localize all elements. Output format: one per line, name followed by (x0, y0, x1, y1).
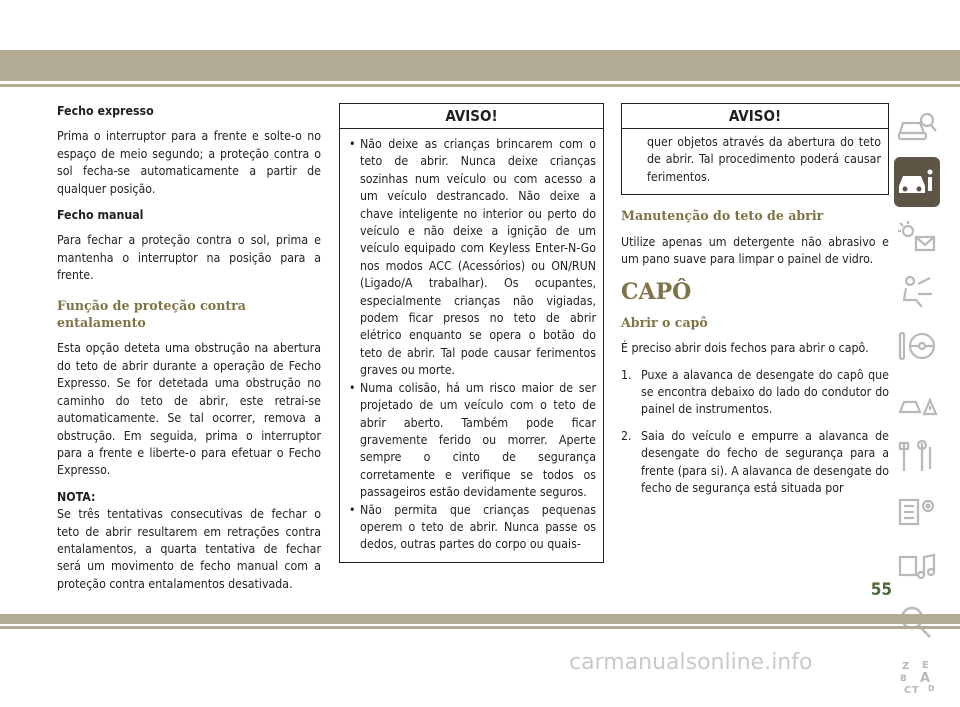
column-right (621, 103, 889, 507)
bullet-icon: • (349, 502, 356, 517)
svg-text:A: A (920, 671, 931, 686)
header-rule (0, 84, 960, 87)
footer-band (0, 614, 960, 624)
car-info-icon[interactable] (894, 157, 940, 207)
footer-rule (0, 626, 960, 629)
svg-text:T: T (912, 685, 919, 696)
heading-protecao-entalamento: Função de proteção contra entalamento (57, 297, 246, 331)
warning-continued-text: quer objetos através da abertura do teto de abrir. Tal procedimento poderá causar ferimentos. (647, 135, 881, 184)
svg-text:Z: Z (902, 661, 910, 672)
header-band (0, 50, 960, 81)
warning-title: AVISO! (622, 104, 888, 129)
heading-fecho-manual: Fecho manual (57, 208, 144, 223)
svg-text:D: D (928, 684, 935, 693)
svg-text:C: C (904, 685, 912, 696)
step-item: 1. Puxe a alavanca de desengate do capô que se encontra debaixo do lado do condutor do painel de instrumentos. (621, 367, 889, 417)
watermark-text: carmanualsonline.info (569, 650, 813, 675)
paragraph-abrir-capo: É preciso abrir dois fechos para abrir o capô. (621, 341, 869, 356)
warning-box (339, 103, 604, 563)
settings-list-icon[interactable] (894, 487, 940, 537)
column-middle (339, 103, 604, 563)
step-item: 2. Saia do veículo e empurre a alavanca de desengate do fecho de segurança para a frente (para si). A alavanca de desengate do fecho de segurança está situada por (621, 428, 889, 496)
paragraph-fecho-manual: Para fechar a proteção contra o sol, prima e mantenha o interruptor na posição para a frente. (57, 233, 321, 283)
svg-text:E: E (922, 660, 929, 671)
page-number: 55 (870, 580, 892, 600)
heading-fecho-expresso: Fecho expresso (57, 104, 154, 118)
warning-bullet: • Não deixe as crianças brincarem com o teto de abrir. Nunca deixe crianças sozinhas num veículo ou com acesso a um veículo destrancado. Não deixe a chave inteligente no interior ou perto do veículo e não deixe a ignição de um veículo equipado com Keyless Enter-N-Go nos modos ACC (Acessórios) ou ON/RUN (Ligado/A trabalhar). Os ocupantes, especialmente crianças não vigiadas, podem ficar presos no teto de abrir elétrico enquanto se opera o botão do teto de abrir. Tal pode causar ferimentos graves ou morte. (349, 137, 596, 378)
warning-box-continued (621, 103, 889, 195)
bullet-icon: • (349, 380, 356, 395)
warning-lights-icon[interactable] (894, 212, 940, 262)
tools-icon[interactable] (894, 432, 940, 482)
paragraph-fecho-expresso: Prima o interruptor para a frente e solte-o no espaço de meio segundo; a proteção contra o sol fecha-se automaticamente a partir de qualquer posição. (57, 129, 321, 196)
paragraph-protecao-entalamento: Esta opção deteta uma obstrução na abertura do teto de abrir durante a operação de Fecho Expresso. Se for detetada uma obstrução no caminho do teto de abrir, este retrai-se automaticamente. Se tal ocorrer, remova a obstrução. Em seguida, prima o interruptor para a frente e liberte-o para efetuar o Fecho Expresso. (57, 341, 321, 478)
airbag-seat-icon[interactable] (894, 267, 940, 317)
paragraph-manutencao: Utilize apenas um detergente não abrasivo e um pano suave para limpar o painel de vidro. (621, 234, 889, 267)
note-text: Se três tentativas consecutivas de fechar o teto de abrir resultarem em retrações contra entalamentos, a quarta tentativa de fechar será um movimento de fecho manual com a proteção contra entalamentos desativada. (57, 507, 321, 591)
roadside-emergency-icon[interactable] (894, 377, 940, 427)
warning-bullet: • Não permita que crianças pequenas operem o teto de abrir. Nunca passe os dedos, outras partes do corpo ou quais- (349, 502, 596, 552)
multimedia-icon[interactable] (894, 542, 940, 592)
car-search-icon[interactable] (894, 102, 940, 152)
heading-manutencao: Manutenção do teto de abrir (621, 208, 824, 224)
heading-capo: CAPÔ (621, 279, 692, 306)
column-left (57, 103, 321, 602)
note-label: NOTA: (57, 489, 96, 504)
warning-bullet: • Numa colisão, há um risco maior de ser projetado de um veículo com o teto de abrir aberto. Também pode ficar gravemente ferido ou morrer. Aperte sempre o cinto de segurança corretamente e verifique se todos os passageiros estão devidamente seguros. (349, 380, 596, 500)
svg-text:B: B (900, 674, 907, 684)
warning-title: AVISO! (340, 104, 603, 129)
alphabet-index-icon[interactable] (894, 652, 940, 702)
heading-abrir-capo: Abrir o capô (621, 314, 708, 330)
bullet-icon: • (349, 137, 356, 151)
steering-wheel-icon[interactable] (894, 322, 940, 372)
